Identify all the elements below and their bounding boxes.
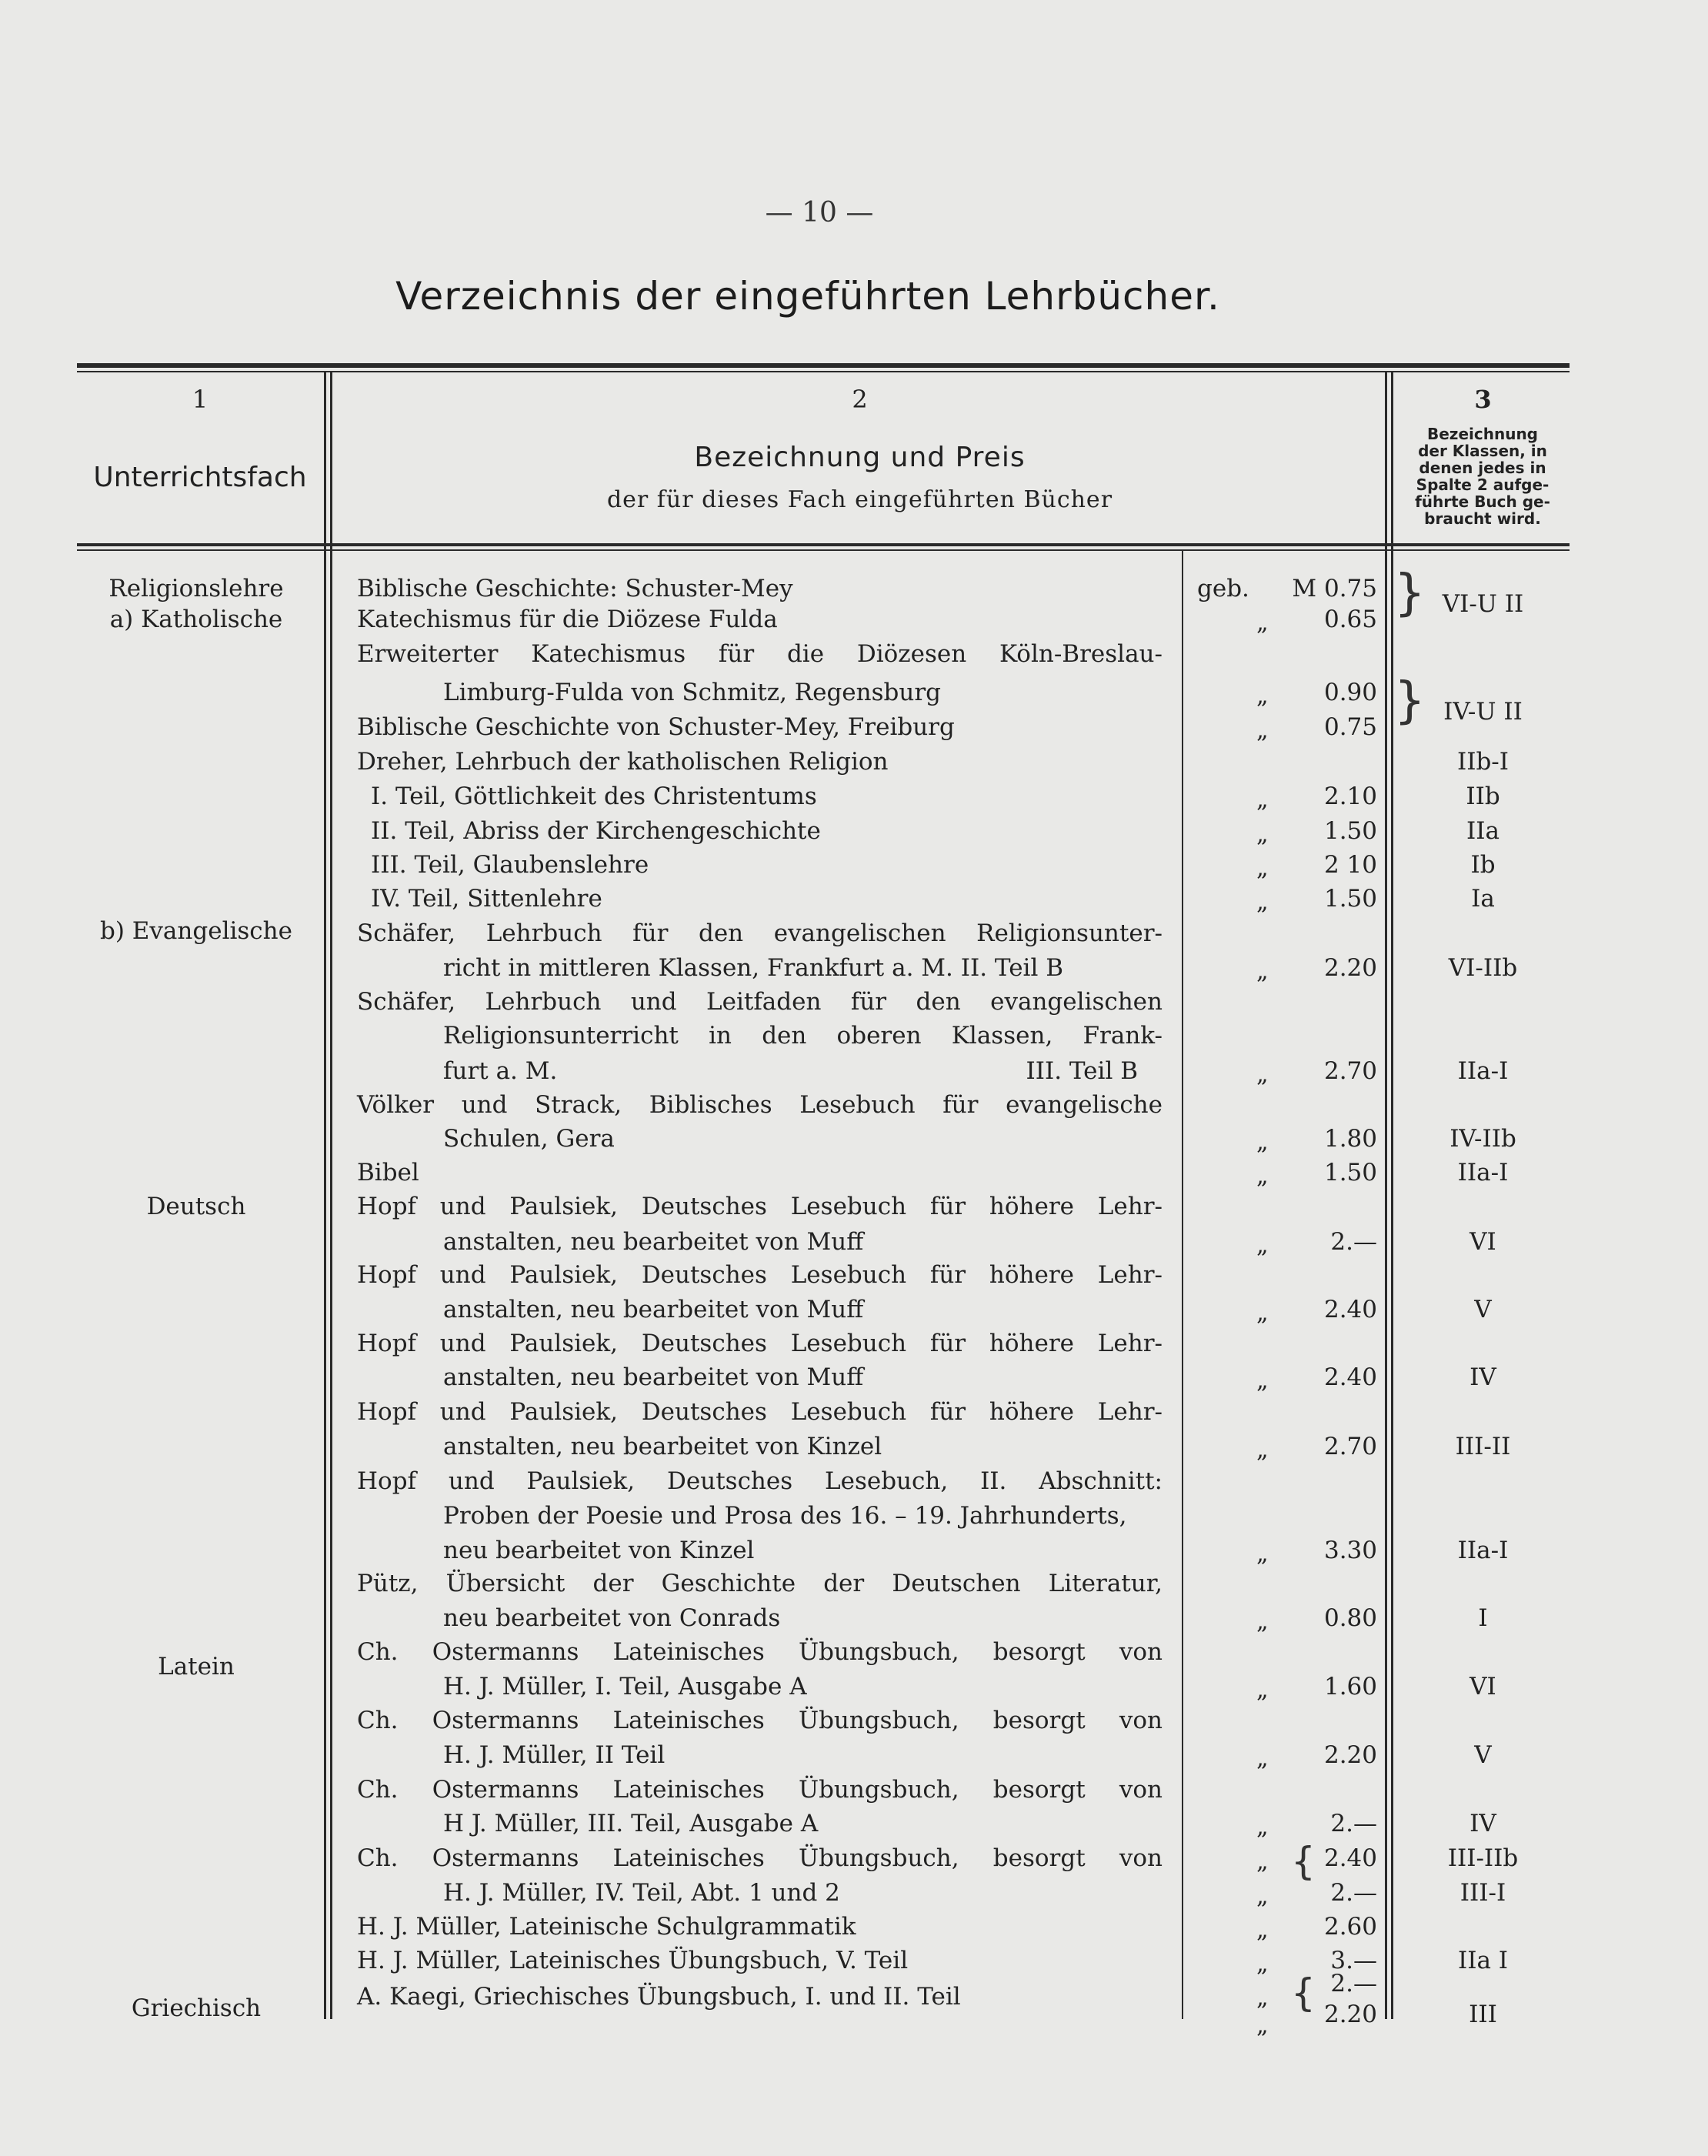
price: 1.80 — [1323, 1125, 1377, 1153]
class-label: IIa-I — [1457, 1057, 1509, 1085]
column-divider-1b — [330, 372, 332, 2019]
entry-line: anstalten, neu bearbeitet von Muff — [443, 1228, 864, 1256]
entry-line: H. J. Müller, IV. Teil, Abt. 1 und 2 — [443, 1879, 840, 1907]
entry-line: Schäfer, Lehrbuch und Leitfaden für den evangelischen — [357, 988, 1163, 1016]
price: 2.— — [1330, 1228, 1377, 1256]
entry-line: I. Teil, Göttlichkeit des Christentums — [371, 783, 817, 810]
brace-icon: { — [1291, 1839, 1316, 1884]
ditto-mark: „ — [1256, 1232, 1269, 1259]
subject-religion: Religionslehre — [108, 575, 284, 602]
class-label: I — [1478, 1604, 1488, 1632]
price: 2.— — [1330, 1810, 1377, 1837]
entry-line: Hopf und Paulsiek, Deutsches Lesebuch, II. Abschnitt: — [357, 1467, 1163, 1495]
class-label: IIa I — [1457, 1947, 1509, 1974]
price: 1.50 — [1323, 1159, 1377, 1186]
ditto-mark: „ — [1256, 1367, 1269, 1394]
entry-line: Katechismus für die Diözese Fulda — [357, 606, 778, 633]
entry-line: neu bearbeitet von Kinzel — [443, 1537, 755, 1564]
price: 1.50 — [1323, 885, 1377, 913]
entry-line: Ch. Ostermanns Lateinisches Übungsbuch, besorgt von — [357, 1638, 1163, 1666]
class-label: VI — [1469, 1673, 1496, 1700]
subject-deutsch: Deutsch — [146, 1193, 246, 1220]
page-number: — 10 — — [765, 197, 874, 229]
price: 2.40 — [1323, 1844, 1377, 1872]
ditto-mark: „ — [1256, 1917, 1269, 1944]
class-label: IV — [1469, 1363, 1496, 1391]
ditto-mark: „ — [1256, 2012, 1269, 2039]
entry-line: Erweiterter Katechismus für die Diözesen Köln-Breslau- — [357, 640, 1163, 668]
price: 3.— — [1330, 1947, 1377, 1974]
ditto-mark: „ — [1256, 1951, 1269, 1977]
ditto-mark: „ — [1256, 1129, 1269, 1156]
ditto-mark: „ — [1256, 1608, 1269, 1635]
class-label: IIa-I — [1457, 1537, 1509, 1564]
price: 2.20 — [1323, 1741, 1377, 1769]
entry-line: H. J. Müller, II Teil — [443, 1741, 666, 1769]
class-label: IIb-I — [1456, 748, 1510, 776]
class-label: III-IIb — [1447, 1844, 1519, 1872]
price: 2.70 — [1323, 1057, 1377, 1085]
col2-number: 2 — [852, 385, 868, 414]
ditto-mark: „ — [1256, 1677, 1269, 1704]
class-label: IIa — [1466, 817, 1500, 845]
subject-latein: Latein — [158, 1653, 235, 1680]
brace-icon: } — [1394, 672, 1426, 729]
ditto-mark: „ — [1256, 958, 1269, 985]
price: 0.65 — [1323, 606, 1377, 633]
col3-number: 3 — [1474, 385, 1492, 414]
entry-line: Religionsunterricht in den oberen Klassen, Frank- — [443, 1022, 1163, 1050]
column-divider-2 — [1385, 372, 1387, 2019]
table-top-rule-thin — [77, 371, 1570, 372]
class-label: Ia — [1471, 885, 1495, 913]
ditto-mark: „ — [1256, 1745, 1269, 1772]
entry-line: Hopf und Paulsiek, Deutsches Lesebuch für höhere Lehr- — [357, 1398, 1163, 1426]
col3-description — [1391, 426, 1574, 527]
entry-line: Ch. Ostermanns Lateinisches Übungsbuch, besorgt von — [357, 1844, 1163, 1872]
price: 0.75 — [1323, 713, 1377, 741]
price: 2.60 — [1323, 1913, 1377, 1941]
price: 2.— — [1330, 1970, 1377, 1997]
price: M 0.75 — [1292, 575, 1377, 602]
entry-line: anstalten, neu bearbeitet von Muff — [443, 1296, 864, 1323]
col3-desc-line: braucht wird. — [1424, 509, 1541, 528]
class-label: IIa-I — [1457, 1159, 1509, 1186]
entry-line: A. Kaegi, Griechisches Übungsbuch, I. und II. Teil — [357, 1983, 961, 2011]
col3-desc-line: der Klassen, in — [1418, 442, 1547, 460]
class-label: III-II — [1455, 1433, 1511, 1460]
ditto-mark: „ — [1256, 717, 1269, 744]
entry-line: Biblische Geschichte: Schuster-Mey — [357, 575, 793, 602]
class-label: VI-U II — [1442, 590, 1524, 618]
col2-label: Bezeichnung und Preis — [694, 442, 1026, 473]
price: 0.90 — [1323, 679, 1377, 706]
column-divider-2b — [1391, 372, 1393, 2019]
entry-line: Pütz, Übersicht der Geschichte der Deutschen Literatur, — [357, 1570, 1163, 1597]
entry-line: neu bearbeitet von Conrads — [443, 1604, 781, 1632]
brace-icon: { — [1291, 1971, 1316, 2015]
entry-line: Hopf und Paulsiek, Deutsches Lesebuch für höhere Lehr- — [357, 1193, 1163, 1220]
class-label: VI-IIb — [1448, 954, 1518, 982]
ditto-mark: „ — [1256, 1437, 1269, 1463]
entry-line: Ch. Ostermanns Lateinisches Übungsbuch, besorgt von — [357, 1707, 1163, 1734]
class-label: V — [1474, 1296, 1492, 1323]
price: 1.60 — [1323, 1673, 1377, 1700]
ditto-mark: „ — [1256, 786, 1269, 813]
subject-katholisch: a) Katholische — [109, 606, 283, 633]
ditto-mark: „ — [1256, 1814, 1269, 1841]
entry-line: H. J. Müller, Lateinische Schulgrammatik — [357, 1913, 856, 1941]
entry-line: Völker und Strack, Biblisches Lesebuch für evangelische — [357, 1091, 1163, 1119]
entry-line: III. Teil, Glaubenslehre — [371, 851, 649, 879]
price-column-divider — [1182, 551, 1183, 2019]
price: 2.40 — [1323, 1296, 1377, 1323]
subject-griechisch: Griechisch — [131, 1994, 262, 2022]
ditto-mark: „ — [1256, 855, 1269, 882]
header-bottom-rule — [77, 543, 1570, 546]
entry-line: Ch. Ostermanns Lateinisches Übungsbuch, besorgt von — [357, 1776, 1163, 1804]
bound-label: geb. — [1197, 575, 1249, 602]
class-label: V — [1474, 1741, 1492, 1769]
entry-line: Hopf und Paulsiek, Deutsches Lesebuch für höhere Lehr- — [357, 1330, 1163, 1357]
ditto-mark: „ — [1256, 1883, 1269, 1910]
ditto-mark: „ — [1256, 889, 1269, 916]
price: 2.10 — [1323, 783, 1377, 810]
class-label: III-I — [1459, 1879, 1506, 1907]
header-bottom-rule-thin — [77, 549, 1570, 551]
col1-label: Unterrichtsfach — [93, 462, 307, 493]
col1-number: 1 — [192, 385, 208, 414]
entry-tail: III. Teil B — [1026, 1057, 1138, 1085]
ditto-mark: „ — [1256, 821, 1269, 848]
document-title: Verzeichnis der eingeführten Lehrbücher. — [395, 274, 1220, 319]
col3-desc-line: führte Buch ge- — [1415, 492, 1550, 511]
price: 1.50 — [1323, 817, 1377, 845]
price: 2.40 — [1323, 1363, 1377, 1391]
entry-line: H. J. Müller, I. Teil, Ausgabe A — [443, 1673, 807, 1700]
entry-text: furt a. M. — [443, 1057, 558, 1085]
col3-desc-line: Spalte 2 aufge- — [1416, 476, 1550, 494]
entry-line: richt in mittleren Klassen, Frankfurt a. M. II. Teil B — [443, 954, 1064, 982]
ditto-mark: „ — [1256, 1540, 1269, 1567]
price: 2.20 — [1323, 954, 1377, 982]
price: 2.20 — [1323, 2001, 1377, 2028]
entry-line: Bibel — [357, 1159, 419, 1186]
entry-line: Limburg-Fulda von Schmitz, Regensburg — [443, 679, 942, 706]
entry-line: Hopf und Paulsiek, Deutsches Lesebuch für höhere Lehr- — [357, 1261, 1163, 1289]
entry-line: Schulen, Gera — [443, 1125, 615, 1153]
ditto-mark: „ — [1256, 1984, 1269, 2011]
class-label: VI — [1469, 1228, 1496, 1256]
class-label: IV-IIb — [1449, 1125, 1516, 1153]
entry-line — [357, 1056, 1163, 1086]
ditto-mark: „ — [1256, 1163, 1269, 1190]
ditto-mark: „ — [1256, 1848, 1269, 1875]
subject-evangelisch: b) Evangelische — [100, 917, 292, 945]
entry-line: Schäfer, Lehrbuch für den evangelischen Religionsunter- — [357, 919, 1163, 947]
class-label: IV — [1469, 1810, 1496, 1837]
class-label: Ib — [1470, 851, 1496, 879]
price: 0.80 — [1323, 1604, 1377, 1632]
entry-line: Dreher, Lehrbuch der katholischen Religion — [357, 748, 889, 776]
class-label: III — [1469, 2001, 1497, 2028]
col3-desc-line: denen jedes in — [1419, 459, 1546, 477]
entry-line: IV. Teil, Sittenlehre — [371, 885, 602, 913]
class-label: IIb — [1466, 783, 1500, 810]
entry-line: H J. Müller, III. Teil, Ausgabe A — [443, 1810, 819, 1837]
ditto-mark: „ — [1256, 683, 1269, 709]
entry-line: Biblische Geschichte von Schuster-Mey, Freiburg — [357, 713, 955, 741]
class-label: IV-U II — [1443, 698, 1523, 726]
entry-line: anstalten, neu bearbeitet von Kinzel — [443, 1433, 882, 1460]
price: 3.30 — [1323, 1537, 1377, 1564]
entry-line: anstalten, neu bearbeitet von Muff — [443, 1363, 864, 1391]
brace-icon: } — [1394, 565, 1426, 622]
col2-sublabel: der für dieses Fach eingeführten Bücher — [606, 486, 1113, 513]
entry-line: Proben der Poesie und Prosa des 16. – 19. Jahrhunderts, — [443, 1502, 1127, 1530]
price: 2 10 — [1323, 851, 1377, 879]
entry-line: II. Teil, Abriss der Kirchengeschichte — [371, 817, 821, 845]
ditto-mark: „ — [1256, 609, 1269, 636]
price: 2.70 — [1323, 1433, 1377, 1460]
table-top-rule — [77, 363, 1570, 368]
ditto-mark: „ — [1256, 1300, 1269, 1327]
ditto-mark: „ — [1256, 1061, 1269, 1088]
entry-line: H. J. Müller, Lateinisches Übungsbuch, V. Teil — [357, 1947, 909, 1974]
col3-desc-line: Bezeichnung — [1427, 425, 1538, 443]
price: 2.— — [1330, 1879, 1377, 1907]
